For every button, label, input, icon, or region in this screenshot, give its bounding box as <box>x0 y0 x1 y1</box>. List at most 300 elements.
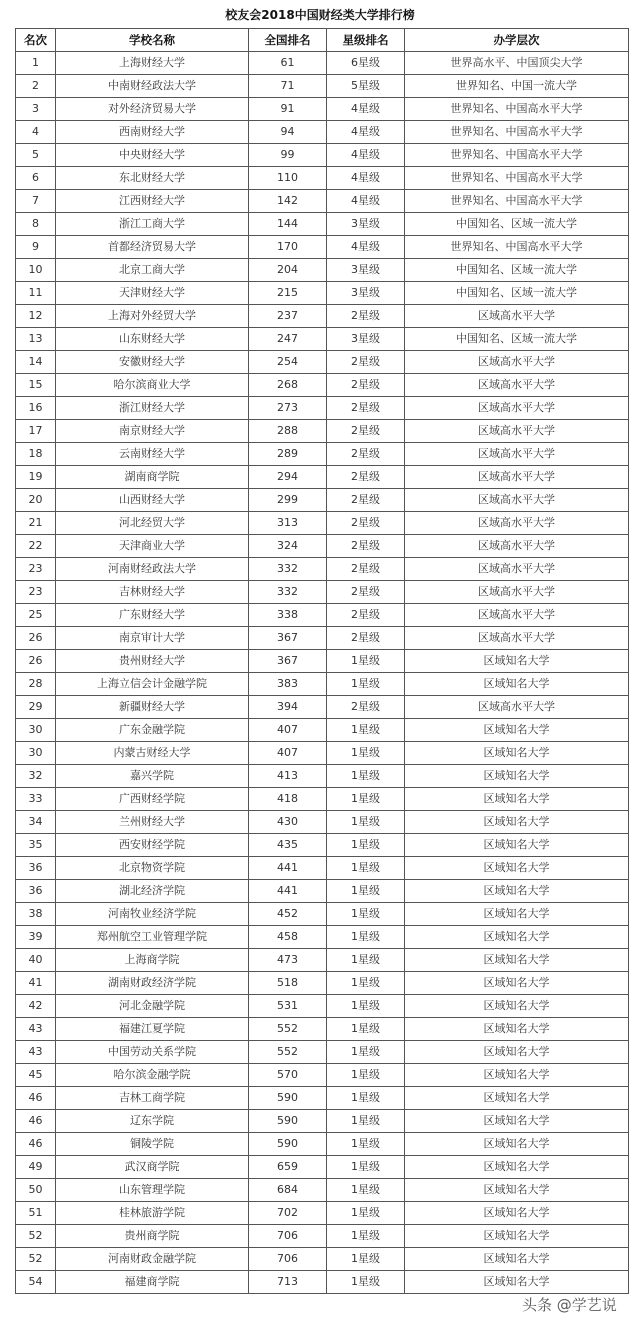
cell-school-name: 江西财经大学 <box>56 190 249 213</box>
header-national-rank: 全国排名 <box>249 29 327 52</box>
table-row <box>16 1156 629 1179</box>
cell-national-rank: 338 <box>249 604 327 627</box>
table-row <box>16 190 629 213</box>
table-row <box>16 558 629 581</box>
table-row <box>16 1110 629 1133</box>
table-row <box>16 834 629 857</box>
cell-school-name: 兰州财经大学 <box>56 811 249 834</box>
cell-school-tier: 区域知名大学 <box>405 1156 629 1179</box>
cell-school-name: 铜陵学院 <box>56 1133 249 1156</box>
cell-school-name: 湖北经济学院 <box>56 880 249 903</box>
table-row <box>16 236 629 259</box>
cell-national-rank: 237 <box>249 305 327 328</box>
cell-rank: 39 <box>16 926 56 949</box>
cell-rank: 40 <box>16 949 56 972</box>
table-row <box>16 1041 629 1064</box>
cell-star-level: 4星级 <box>327 121 405 144</box>
cell-rank: 36 <box>16 880 56 903</box>
cell-school-tier: 区域高水平大学 <box>405 558 629 581</box>
table-row <box>16 1064 629 1087</box>
cell-school-tier: 区域高水平大学 <box>405 420 629 443</box>
header-row <box>16 29 629 52</box>
cell-rank: 43 <box>16 1041 56 1064</box>
cell-school-tier: 区域知名大学 <box>405 1248 629 1271</box>
cell-school-tier: 区域高水平大学 <box>405 581 629 604</box>
cell-school-name: 贵州商学院 <box>56 1225 249 1248</box>
cell-national-rank: 71 <box>249 75 327 98</box>
header-school-name: 学校名称 <box>56 29 249 52</box>
cell-school-tier: 区域知名大学 <box>405 1041 629 1064</box>
cell-school-tier: 区域高水平大学 <box>405 466 629 489</box>
table-row <box>16 972 629 995</box>
cell-national-rank: 590 <box>249 1087 327 1110</box>
cell-rank: 52 <box>16 1225 56 1248</box>
cell-national-rank: 144 <box>249 213 327 236</box>
cell-star-level: 3星级 <box>327 282 405 305</box>
cell-school-name: 北京工商大学 <box>56 259 249 282</box>
cell-national-rank: 394 <box>249 696 327 719</box>
cell-school-name: 西南财经大学 <box>56 121 249 144</box>
table-row <box>16 420 629 443</box>
table-row <box>16 167 629 190</box>
cell-school-name: 湖南商学院 <box>56 466 249 489</box>
cell-national-rank: 458 <box>249 926 327 949</box>
cell-national-rank: 552 <box>249 1018 327 1041</box>
table-row <box>16 1202 629 1225</box>
cell-star-level: 4星级 <box>327 167 405 190</box>
cell-rank: 46 <box>16 1110 56 1133</box>
cell-school-tier: 世界知名、中国高水平大学 <box>405 121 629 144</box>
table-row <box>16 328 629 351</box>
cell-star-level: 1星级 <box>327 995 405 1018</box>
cell-star-level: 4星级 <box>327 236 405 259</box>
table-row <box>16 1271 629 1294</box>
cell-school-name: 新疆财经大学 <box>56 696 249 719</box>
cell-national-rank: 518 <box>249 972 327 995</box>
cell-star-level: 1星级 <box>327 926 405 949</box>
cell-school-tier: 中国知名、区域一流大学 <box>405 282 629 305</box>
cell-star-level: 1星级 <box>327 1202 405 1225</box>
cell-rank: 49 <box>16 1156 56 1179</box>
cell-rank: 41 <box>16 972 56 995</box>
cell-star-level: 2星级 <box>327 512 405 535</box>
cell-rank: 21 <box>16 512 56 535</box>
cell-school-tier: 区域知名大学 <box>405 742 629 765</box>
table-row <box>16 673 629 696</box>
cell-rank: 38 <box>16 903 56 926</box>
cell-school-name: 武汉商学院 <box>56 1156 249 1179</box>
cell-rank: 33 <box>16 788 56 811</box>
cell-star-level: 1星级 <box>327 765 405 788</box>
cell-school-name: 哈尔滨商业大学 <box>56 374 249 397</box>
cell-star-level: 1星级 <box>327 1156 405 1179</box>
cell-national-rank: 590 <box>249 1110 327 1133</box>
cell-national-rank: 61 <box>249 52 327 75</box>
cell-school-tier: 区域知名大学 <box>405 673 629 696</box>
cell-rank: 7 <box>16 190 56 213</box>
table-row <box>16 857 629 880</box>
cell-national-rank: 268 <box>249 374 327 397</box>
cell-rank: 22 <box>16 535 56 558</box>
cell-star-level: 4星级 <box>327 190 405 213</box>
cell-rank: 36 <box>16 857 56 880</box>
cell-rank: 23 <box>16 558 56 581</box>
table-row <box>16 696 629 719</box>
cell-star-level: 1星级 <box>327 1179 405 1202</box>
cell-school-tier: 中国知名、区域一流大学 <box>405 213 629 236</box>
table-row <box>16 604 629 627</box>
cell-star-level: 1星级 <box>327 1271 405 1294</box>
cell-school-tier: 区域高水平大学 <box>405 512 629 535</box>
table-row <box>16 1248 629 1271</box>
cell-school-name: 吉林财经大学 <box>56 581 249 604</box>
cell-school-name: 河南牧业经济学院 <box>56 903 249 926</box>
cell-school-name: 南京审计大学 <box>56 627 249 650</box>
cell-school-name: 北京物资学院 <box>56 857 249 880</box>
cell-star-level: 1星级 <box>327 1041 405 1064</box>
cell-rank: 15 <box>16 374 56 397</box>
cell-star-level: 1星级 <box>327 880 405 903</box>
cell-school-tier: 区域知名大学 <box>405 765 629 788</box>
cell-school-name: 河南财经政法大学 <box>56 558 249 581</box>
cell-rank: 8 <box>16 213 56 236</box>
cell-national-rank: 407 <box>249 742 327 765</box>
cell-national-rank: 418 <box>249 788 327 811</box>
table-row <box>16 52 629 75</box>
cell-school-name: 广东财经大学 <box>56 604 249 627</box>
table-row <box>16 397 629 420</box>
cell-national-rank: 435 <box>249 834 327 857</box>
cell-rank: 35 <box>16 834 56 857</box>
cell-star-level: 5星级 <box>327 75 405 98</box>
cell-rank: 32 <box>16 765 56 788</box>
watermark: 头条 @学艺说 <box>522 1296 617 1314</box>
cell-rank: 16 <box>16 397 56 420</box>
table-row <box>16 650 629 673</box>
cell-national-rank: 706 <box>249 1225 327 1248</box>
cell-school-name: 福建商学院 <box>56 1271 249 1294</box>
table-row <box>16 1018 629 1041</box>
cell-star-level: 4星级 <box>327 144 405 167</box>
cell-rank: 4 <box>16 121 56 144</box>
cell-star-level: 1星级 <box>327 857 405 880</box>
cell-school-name: 郑州航空工业管理学院 <box>56 926 249 949</box>
table-title: 校友会2018中国财经类大学排行榜 <box>225 8 415 22</box>
cell-rank: 43 <box>16 1018 56 1041</box>
cell-star-level: 1星级 <box>327 650 405 673</box>
cell-school-name: 天津财经大学 <box>56 282 249 305</box>
cell-star-level: 1星级 <box>327 972 405 995</box>
table-row <box>16 926 629 949</box>
cell-school-name: 对外经济贸易大学 <box>56 98 249 121</box>
cell-rank: 28 <box>16 673 56 696</box>
cell-school-tier: 区域知名大学 <box>405 719 629 742</box>
cell-school-tier: 区域知名大学 <box>405 857 629 880</box>
cell-star-level: 1星级 <box>327 903 405 926</box>
cell-national-rank: 110 <box>249 167 327 190</box>
cell-rank: 26 <box>16 627 56 650</box>
cell-star-level: 2星级 <box>327 489 405 512</box>
cell-school-tier: 区域知名大学 <box>405 1110 629 1133</box>
cell-rank: 2 <box>16 75 56 98</box>
cell-national-rank: 430 <box>249 811 327 834</box>
cell-national-rank: 407 <box>249 719 327 742</box>
cell-school-name: 内蒙古财经大学 <box>56 742 249 765</box>
cell-school-name: 福建江夏学院 <box>56 1018 249 1041</box>
cell-star-level: 4星级 <box>327 98 405 121</box>
table-row <box>16 880 629 903</box>
cell-school-name: 天津商业大学 <box>56 535 249 558</box>
cell-school-tier: 区域知名大学 <box>405 1064 629 1087</box>
cell-star-level: 1星级 <box>327 1248 405 1271</box>
cell-star-level: 6星级 <box>327 52 405 75</box>
cell-star-level: 1星级 <box>327 1018 405 1041</box>
cell-star-level: 2星级 <box>327 558 405 581</box>
cell-school-tier: 区域高水平大学 <box>405 443 629 466</box>
cell-star-level: 1星级 <box>327 834 405 857</box>
cell-school-tier: 世界知名、中国一流大学 <box>405 75 629 98</box>
cell-star-level: 3星级 <box>327 259 405 282</box>
cell-school-name: 辽东学院 <box>56 1110 249 1133</box>
cell-national-rank: 215 <box>249 282 327 305</box>
cell-school-name: 广东金融学院 <box>56 719 249 742</box>
cell-school-name: 吉林工商学院 <box>56 1087 249 1110</box>
table-row <box>16 443 629 466</box>
cell-rank: 42 <box>16 995 56 1018</box>
cell-school-tier: 区域高水平大学 <box>405 351 629 374</box>
cell-star-level: 1星级 <box>327 742 405 765</box>
cell-national-rank: 254 <box>249 351 327 374</box>
cell-star-level: 2星级 <box>327 581 405 604</box>
cell-school-tier: 区域知名大学 <box>405 650 629 673</box>
table-row <box>16 995 629 1018</box>
cell-national-rank: 313 <box>249 512 327 535</box>
ranking-table <box>15 28 629 1294</box>
table-row <box>16 144 629 167</box>
cell-rank: 10 <box>16 259 56 282</box>
cell-national-rank: 713 <box>249 1271 327 1294</box>
cell-school-name: 上海财经大学 <box>56 52 249 75</box>
table-row <box>16 351 629 374</box>
cell-school-name: 上海对外经贸大学 <box>56 305 249 328</box>
cell-school-tier: 区域高水平大学 <box>405 305 629 328</box>
cell-school-name: 东北财经大学 <box>56 167 249 190</box>
cell-school-tier: 区域高水平大学 <box>405 627 629 650</box>
cell-star-level: 1星级 <box>327 719 405 742</box>
cell-national-rank: 473 <box>249 949 327 972</box>
cell-national-rank: 531 <box>249 995 327 1018</box>
cell-school-tier: 区域知名大学 <box>405 1271 629 1294</box>
table-body <box>16 52 629 1294</box>
cell-school-tier: 世界知名、中国高水平大学 <box>405 144 629 167</box>
cell-star-level: 1星级 <box>327 1110 405 1133</box>
cell-star-level: 2星级 <box>327 604 405 627</box>
cell-national-rank: 441 <box>249 857 327 880</box>
cell-rank: 30 <box>16 742 56 765</box>
cell-national-rank: 170 <box>249 236 327 259</box>
cell-rank: 18 <box>16 443 56 466</box>
cell-national-rank: 273 <box>249 397 327 420</box>
cell-national-rank: 288 <box>249 420 327 443</box>
cell-school-name: 西安财经学院 <box>56 834 249 857</box>
cell-rank: 5 <box>16 144 56 167</box>
cell-star-level: 1星级 <box>327 1087 405 1110</box>
table-row <box>16 1179 629 1202</box>
cell-school-tier: 区域知名大学 <box>405 880 629 903</box>
cell-star-level: 1星级 <box>327 1064 405 1087</box>
cell-rank: 54 <box>16 1271 56 1294</box>
cell-school-name: 广西财经学院 <box>56 788 249 811</box>
cell-school-name: 哈尔滨金融学院 <box>56 1064 249 1087</box>
header-rank: 名次 <box>16 29 56 52</box>
cell-rank: 6 <box>16 167 56 190</box>
cell-rank: 11 <box>16 282 56 305</box>
cell-school-tier: 世界高水平、中国顶尖大学 <box>405 52 629 75</box>
cell-school-tier: 中国知名、区域一流大学 <box>405 328 629 351</box>
cell-school-name: 中国劳动关系学院 <box>56 1041 249 1064</box>
cell-star-level: 2星级 <box>327 397 405 420</box>
cell-school-tier: 区域高水平大学 <box>405 397 629 420</box>
cell-school-tier: 区域知名大学 <box>405 1202 629 1225</box>
cell-school-tier: 区域知名大学 <box>405 1133 629 1156</box>
table-row <box>16 213 629 236</box>
table-row <box>16 765 629 788</box>
table-row <box>16 259 629 282</box>
cell-rank: 52 <box>16 1248 56 1271</box>
cell-school-name: 湖南财政经济学院 <box>56 972 249 995</box>
table-row <box>16 121 629 144</box>
cell-school-name: 河北经贸大学 <box>56 512 249 535</box>
cell-rank: 51 <box>16 1202 56 1225</box>
cell-rank: 17 <box>16 420 56 443</box>
table-row <box>16 1225 629 1248</box>
cell-school-name: 河北金融学院 <box>56 995 249 1018</box>
cell-school-tier: 区域知名大学 <box>405 788 629 811</box>
cell-school-tier: 世界知名、中国高水平大学 <box>405 167 629 190</box>
cell-school-name: 河南财政金融学院 <box>56 1248 249 1271</box>
table-row <box>16 627 629 650</box>
cell-rank: 45 <box>16 1064 56 1087</box>
cell-national-rank: 367 <box>249 627 327 650</box>
cell-national-rank: 383 <box>249 673 327 696</box>
table-row <box>16 466 629 489</box>
cell-school-tier: 区域知名大学 <box>405 903 629 926</box>
header-star-level: 星级排名 <box>327 29 405 52</box>
cell-rank: 14 <box>16 351 56 374</box>
table-row <box>16 75 629 98</box>
cell-national-rank: 659 <box>249 1156 327 1179</box>
cell-school-name: 南京财经大学 <box>56 420 249 443</box>
cell-rank: 25 <box>16 604 56 627</box>
cell-rank: 23 <box>16 581 56 604</box>
cell-national-rank: 289 <box>249 443 327 466</box>
cell-star-level: 2星级 <box>327 351 405 374</box>
cell-school-tier: 区域知名大学 <box>405 972 629 995</box>
cell-school-tier: 区域知名大学 <box>405 834 629 857</box>
cell-national-rank: 142 <box>249 190 327 213</box>
cell-school-name: 首都经济贸易大学 <box>56 236 249 259</box>
cell-star-level: 1星级 <box>327 788 405 811</box>
cell-school-name: 云南财经大学 <box>56 443 249 466</box>
cell-school-tier: 区域知名大学 <box>405 926 629 949</box>
table-row <box>16 811 629 834</box>
cell-school-name: 浙江财经大学 <box>56 397 249 420</box>
table-row <box>16 903 629 926</box>
cell-school-tier: 区域高水平大学 <box>405 374 629 397</box>
cell-national-rank: 94 <box>249 121 327 144</box>
table-row <box>16 949 629 972</box>
table-row <box>16 282 629 305</box>
cell-school-name: 贵州财经大学 <box>56 650 249 673</box>
cell-school-name: 中南财经政法大学 <box>56 75 249 98</box>
cell-school-name: 山西财经大学 <box>56 489 249 512</box>
cell-national-rank: 452 <box>249 903 327 926</box>
cell-school-name: 安徽财经大学 <box>56 351 249 374</box>
cell-school-tier: 区域知名大学 <box>405 1018 629 1041</box>
cell-star-level: 2星级 <box>327 443 405 466</box>
cell-school-tier: 区域知名大学 <box>405 1087 629 1110</box>
cell-rank: 1 <box>16 52 56 75</box>
cell-school-tier: 区域知名大学 <box>405 949 629 972</box>
cell-school-name: 嘉兴学院 <box>56 765 249 788</box>
table-row <box>16 788 629 811</box>
cell-star-level: 1星级 <box>327 1225 405 1248</box>
cell-national-rank: 91 <box>249 98 327 121</box>
cell-school-name: 上海立信会计金融学院 <box>56 673 249 696</box>
cell-star-level: 2星级 <box>327 374 405 397</box>
cell-national-rank: 367 <box>249 650 327 673</box>
cell-star-level: 3星级 <box>327 213 405 236</box>
cell-rank: 3 <box>16 98 56 121</box>
cell-national-rank: 247 <box>249 328 327 351</box>
table-row <box>16 489 629 512</box>
cell-rank: 12 <box>16 305 56 328</box>
cell-star-level: 2星级 <box>327 535 405 558</box>
cell-star-level: 1星级 <box>327 811 405 834</box>
cell-school-name: 浙江工商大学 <box>56 213 249 236</box>
table-row <box>16 742 629 765</box>
cell-school-tier: 区域知名大学 <box>405 1179 629 1202</box>
cell-school-tier: 中国知名、区域一流大学 <box>405 259 629 282</box>
cell-school-name: 中央财经大学 <box>56 144 249 167</box>
cell-school-name: 山东管理学院 <box>56 1179 249 1202</box>
cell-national-rank: 332 <box>249 558 327 581</box>
cell-national-rank: 299 <box>249 489 327 512</box>
cell-national-rank: 204 <box>249 259 327 282</box>
table-row <box>16 305 629 328</box>
cell-star-level: 2星级 <box>327 420 405 443</box>
cell-national-rank: 332 <box>249 581 327 604</box>
cell-national-rank: 702 <box>249 1202 327 1225</box>
table-row <box>16 1133 629 1156</box>
cell-school-tier: 区域知名大学 <box>405 811 629 834</box>
table-row <box>16 1087 629 1110</box>
cell-national-rank: 413 <box>249 765 327 788</box>
cell-rank: 50 <box>16 1179 56 1202</box>
cell-rank: 46 <box>16 1087 56 1110</box>
cell-rank: 26 <box>16 650 56 673</box>
cell-rank: 9 <box>16 236 56 259</box>
cell-school-name: 桂林旅游学院 <box>56 1202 249 1225</box>
cell-rank: 13 <box>16 328 56 351</box>
cell-school-name: 山东财经大学 <box>56 328 249 351</box>
cell-star-level: 2星级 <box>327 466 405 489</box>
cell-school-tier: 区域高水平大学 <box>405 535 629 558</box>
cell-national-rank: 706 <box>249 1248 327 1271</box>
table-row <box>16 535 629 558</box>
cell-star-level: 3星级 <box>327 328 405 351</box>
cell-school-tier: 区域知名大学 <box>405 995 629 1018</box>
